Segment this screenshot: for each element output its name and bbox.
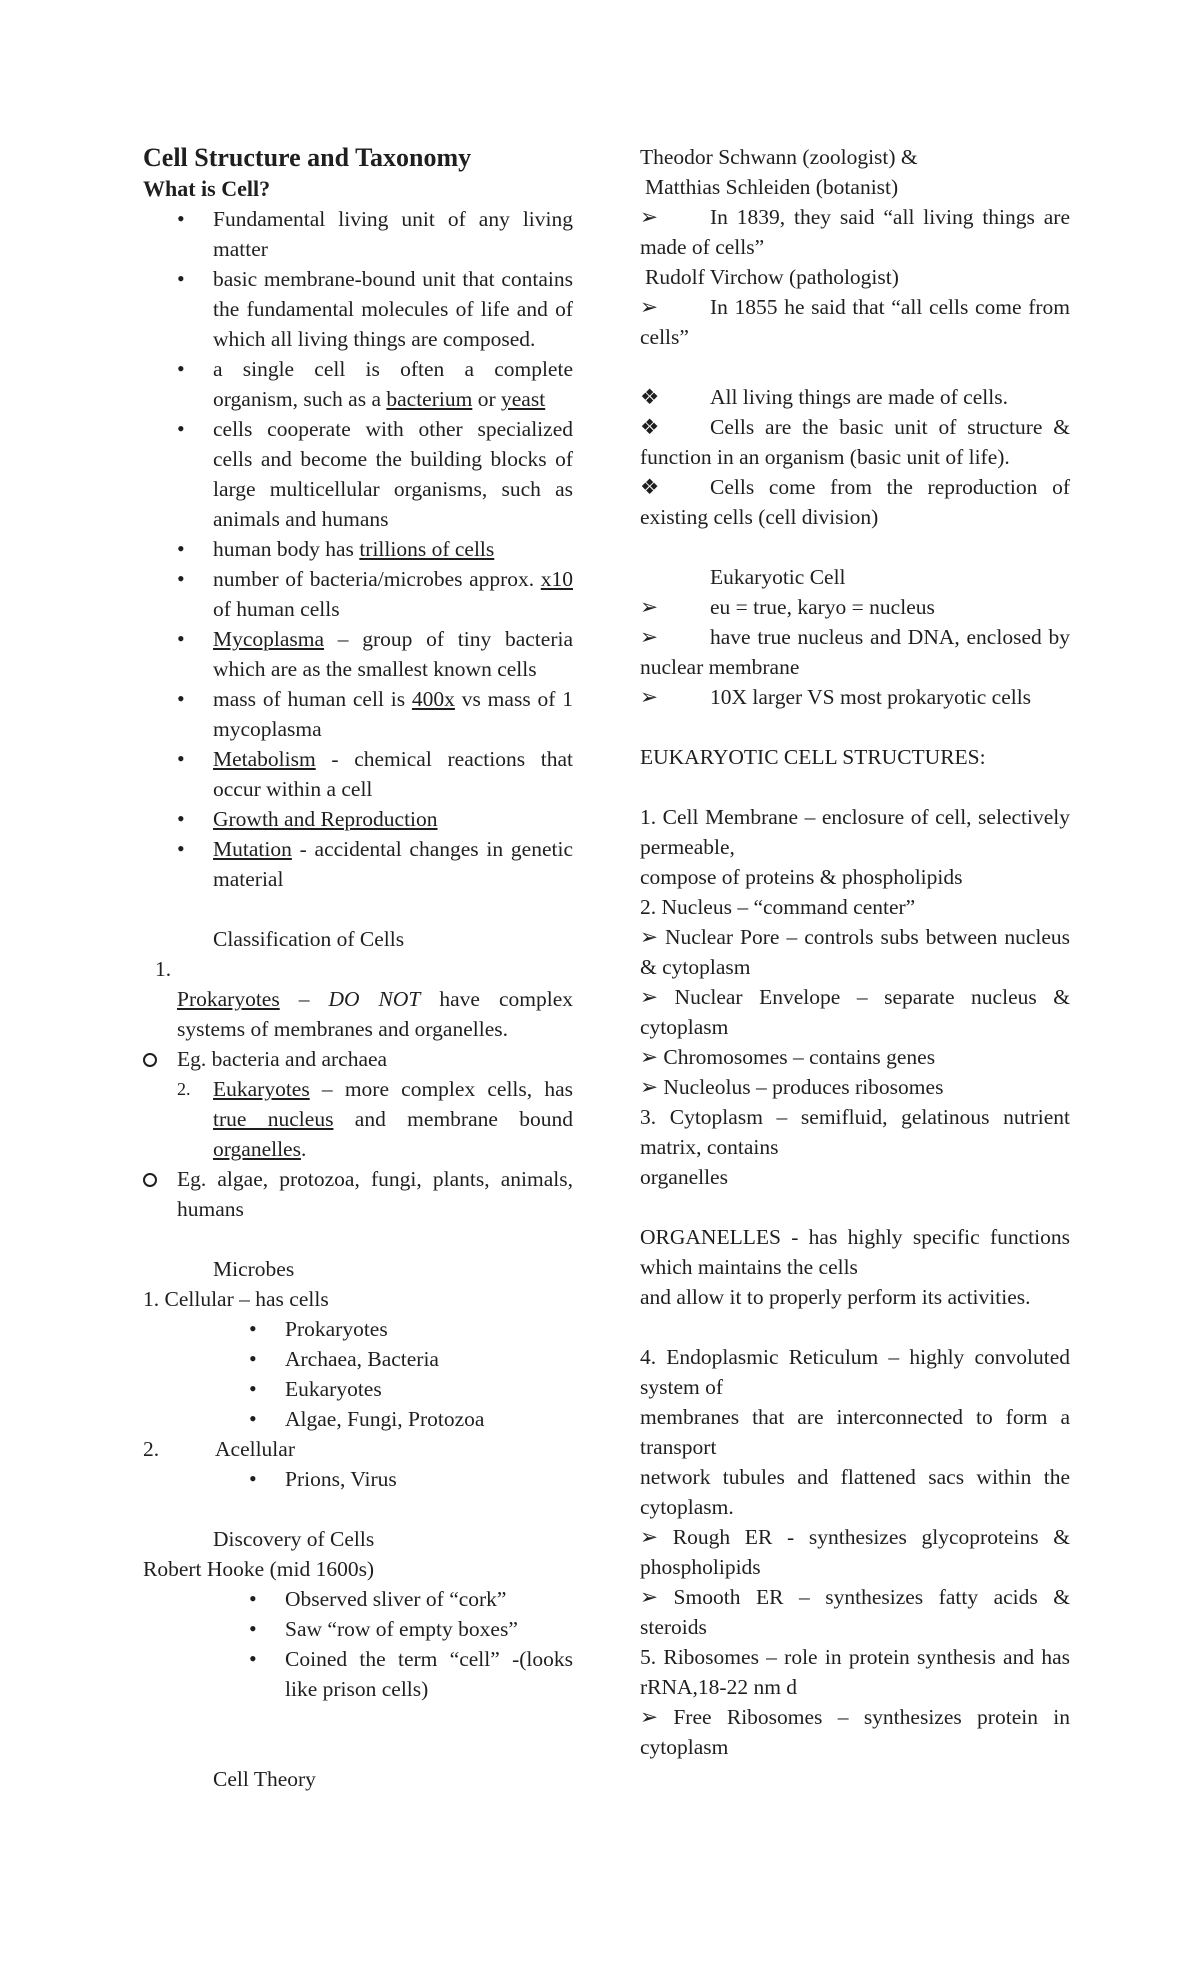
list-item: • Eukaryotes bbox=[285, 1374, 573, 1404]
diamond-bullet-icon: ❖ bbox=[640, 415, 660, 439]
microbes-heading: Microbes bbox=[213, 1257, 295, 1281]
endoplasmic-reticulum: 4. Endoplasmic Reticulum – highly convoluted system of bbox=[640, 1345, 1070, 1399]
cell-definition-list bbox=[143, 204, 573, 894]
cytoplasm: 3. Cytoplasm – semifluid, gelatinous nutrient matrix, contains bbox=[640, 1105, 1070, 1159]
endoplasmic-reticulum-cont: network tubules and flattened sacs within the cytoplasm. bbox=[640, 1465, 1070, 1519]
nucleus-point: ➢ Nucleolus – produces ribosomes bbox=[640, 1075, 944, 1099]
eukaryotic-point: ➢ eu = true, karyo = nucleus bbox=[640, 592, 1070, 622]
list-item: • a single cell is often a complete organism, such as a bacterium or yeast bbox=[213, 354, 573, 414]
list-item: • Archaea, Bacteria bbox=[285, 1344, 573, 1374]
theory-point: ❖ Cells are the basic unit of structure & function in an organism (basic unit of life). bbox=[640, 412, 1070, 472]
list-item: • Metabolism - chemical reactions that occur within a cell bbox=[213, 744, 573, 804]
arrow-bullet-icon: ➢ bbox=[640, 685, 659, 709]
cellular-list bbox=[143, 1314, 573, 1434]
endoplasmic-reticulum-cont: membranes that are interconnected to form a transport bbox=[640, 1405, 1070, 1459]
list-item: • Prokaryotes bbox=[285, 1314, 573, 1344]
list-item: • cells cooperate with other specialized cells and become the building blocks of large multicellular organisms, such as animals and humans bbox=[213, 414, 573, 534]
arrow-bullet-icon: ➢ bbox=[640, 595, 659, 619]
example-eukaryotes: Eg. algae, protozoa, fungi, plants, animals, humans bbox=[143, 1164, 573, 1224]
list-item: • Prions, Virus bbox=[285, 1464, 573, 1494]
arrow-bullet-icon: ➢ bbox=[640, 1705, 659, 1729]
list-item: • mass of human cell is 400x vs mass of 1 mycoplasma bbox=[213, 684, 573, 744]
cytoplasm-organelles: organelles bbox=[640, 1165, 728, 1189]
acellular-list bbox=[143, 1464, 573, 1494]
ribosomes: 5. Ribosomes – role in protein synthesis and has rRNA,18-22 nm d bbox=[640, 1645, 1070, 1699]
document-title: Cell Structure and Taxonomy bbox=[143, 143, 472, 172]
arrow-bullet-icon: ➢ bbox=[640, 985, 659, 1009]
arrow-bullet-icon: ➢ bbox=[640, 1045, 659, 1069]
virchow-line: Rudolf Virchow (pathologist) bbox=[645, 265, 899, 289]
schwann-line: Theodor Schwann (zoologist) & bbox=[640, 145, 918, 169]
diamond-bullet-icon: ❖ bbox=[640, 385, 660, 409]
eukaryotic-point: ➢ 10X larger VS most prokaryotic cells bbox=[640, 682, 1070, 712]
theory-point: ❖ Cells come from the reproduction of existing cells (cell division) bbox=[640, 472, 1070, 532]
circle-bullet-icon bbox=[143, 1173, 157, 1187]
arrow-bullet-icon: ➢ bbox=[640, 295, 659, 319]
nucleus: 2. Nucleus – “command center” bbox=[640, 895, 916, 919]
eukaryotic-cell-heading: Eukaryotic Cell bbox=[710, 565, 846, 589]
arrow-bullet-icon: ➢ bbox=[640, 1585, 659, 1609]
er-point: ➢ Rough ER - synthesizes glycoproteins & phospholipids bbox=[640, 1525, 1071, 1579]
cell-membrane-composition: compose of proteins & phospholipids bbox=[640, 865, 963, 889]
er-point: ➢ Smooth ER – synthesizes fatty acids & steroids bbox=[640, 1585, 1071, 1639]
organelles-definition-cont: and allow it to properly perform its activities. bbox=[640, 1285, 1031, 1309]
cell-membrane: 1. Cell Membrane – enclosure of cell, selectively permeable, bbox=[640, 805, 1070, 859]
organelles-definition: ORGANELLES - has highly specific functions which maintains the cells bbox=[640, 1225, 1070, 1279]
diamond-bullet-icon: ❖ bbox=[640, 475, 660, 499]
example-prokaryotes: Eg. bacteria and archaea bbox=[143, 1044, 573, 1074]
arrow-bullet-icon: ➢ bbox=[640, 625, 659, 649]
microbes-acellular: 2. Acellular bbox=[143, 1437, 295, 1461]
classification-item-eukaryotes: 2. Eukaryotes – more complex cells, has true nucleus and membrane bound organelles. bbox=[177, 1077, 573, 1161]
left-column bbox=[143, 142, 573, 1794]
list-item: • Observed sliver of “cork” bbox=[285, 1584, 573, 1614]
list-item: • Coined the term “cell” -(looks like prison cells) bbox=[285, 1644, 573, 1704]
list-item: • basic membrane-bound unit that contains the fundamental molecules of life and of which all living things are composed. bbox=[213, 264, 573, 354]
list-item: • Algae, Fungi, Protozoa bbox=[285, 1404, 573, 1434]
classification-heading: Classification of Cells bbox=[213, 927, 405, 951]
cell-theory-heading: Cell Theory bbox=[213, 1767, 316, 1791]
list-item: • Mycoplasma – group of tiny bacteria which are as the smallest known cells bbox=[213, 624, 573, 684]
microbes-cellular: 1. Cellular – has cells bbox=[143, 1287, 329, 1311]
circle-bullet-icon bbox=[143, 1053, 157, 1067]
right-column bbox=[640, 142, 1070, 1762]
arrow-bullet-icon: ➢ bbox=[640, 205, 659, 229]
year-1855-note: ➢ In 1855 he said that “all cells come from cells” bbox=[640, 292, 1070, 352]
nucleus-point: ➢ Nuclear Pore – controls subs between nucleus & cytoplasm bbox=[640, 925, 1070, 979]
year-1839-note: ➢ In 1839, they said “all living things are made of cells” bbox=[640, 202, 1070, 262]
list-item: • number of bacteria/microbes approx. x10 of human cells bbox=[213, 564, 573, 624]
ribosome-point: ➢ Free Ribosomes – synthesizes protein in cytoplasm bbox=[640, 1705, 1070, 1759]
section-heading-what-is-cell: What is Cell? bbox=[143, 176, 271, 201]
arrow-bullet-icon: ➢ bbox=[640, 1525, 659, 1549]
nucleus-point: ➢ Nuclear Envelope – separate nucleus & cytoplasm bbox=[640, 985, 1070, 1039]
list-item: • human body has trillions of cells bbox=[213, 534, 573, 564]
list-item: • Fundamental living unit of any living matter bbox=[213, 204, 573, 264]
arrow-bullet-icon: ➢ bbox=[640, 925, 659, 949]
robert-hooke: Robert Hooke (mid 1600s) bbox=[143, 1557, 375, 1581]
discovery-heading: Discovery of Cells bbox=[213, 1527, 375, 1551]
eukaryotic-point: ➢ have true nucleus and DNA, enclosed by nuclear membrane bbox=[640, 622, 1070, 682]
classification-item-prokaryotes: 1. Prokaryotes – DO NOT have complex systems of membranes and organelles. bbox=[155, 957, 573, 1041]
list-item: • Mutation - accidental changes in genetic material bbox=[213, 834, 573, 894]
hooke-list bbox=[143, 1584, 573, 1704]
theory-point: ❖ All living things are made of cells. bbox=[640, 382, 1070, 412]
list-item: • Growth and Reproduction bbox=[213, 804, 573, 834]
schleiden-line: Matthias Schleiden (botanist) bbox=[645, 175, 899, 199]
list-item: • Saw “row of empty boxes” bbox=[285, 1614, 573, 1644]
structures-heading: EUKARYOTIC CELL STRUCTURES: bbox=[640, 745, 986, 769]
nucleus-point: ➢ Chromosomes – contains genes bbox=[640, 1045, 936, 1069]
arrow-bullet-icon: ➢ bbox=[640, 1075, 659, 1099]
